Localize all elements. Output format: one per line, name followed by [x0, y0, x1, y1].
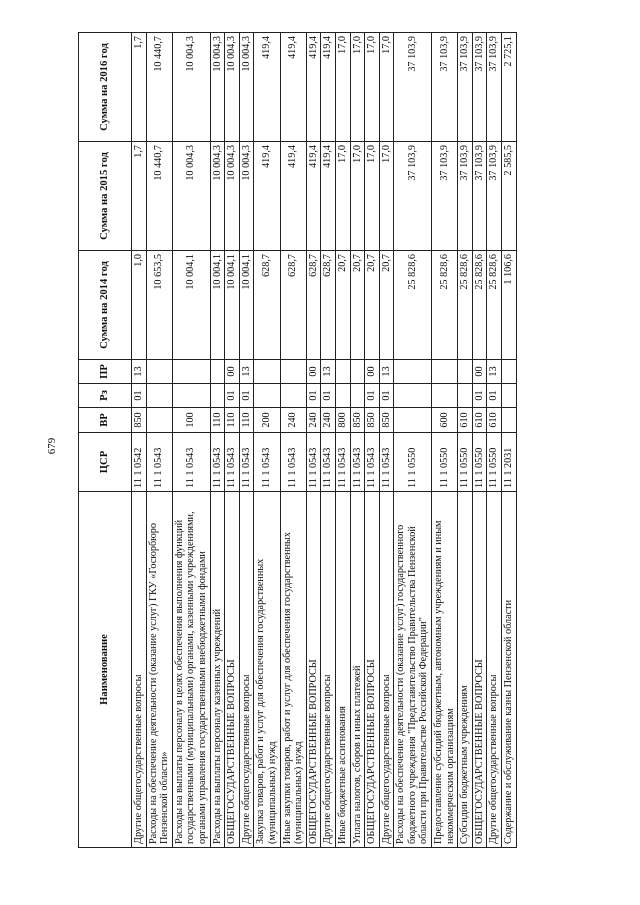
row-sum-2015: 10 004,3 — [210, 142, 225, 251]
row-sum-2014: 628,7 — [254, 251, 280, 360]
row-sum-2016: 10 004,3 — [239, 33, 254, 142]
row-rz: 01 — [225, 384, 240, 408]
row-sum-2014: 628,7 — [280, 251, 306, 360]
row-csr: 11 1 0550 — [394, 433, 432, 492]
row-pr — [280, 360, 306, 384]
row-vr — [502, 408, 517, 433]
row-vr: 110 — [239, 408, 254, 433]
row-sum-2014: 10 004,1 — [239, 251, 254, 360]
row-pr: 00 — [365, 360, 380, 384]
row-sum-2015: 17,0 — [365, 142, 380, 251]
row-name: Содержание и обслуживание казны Пензенской области — [502, 492, 517, 848]
table-row — [306, 33, 321, 848]
table-row — [210, 33, 225, 848]
row-sum-2016: 2 725,1 — [502, 33, 517, 142]
row-csr: 11 1 0543 — [365, 433, 380, 492]
table-row — [239, 33, 254, 848]
row-sum-2016: 10 004,3 — [172, 33, 210, 142]
table-row — [225, 33, 240, 848]
row-sum-2016: 419,4 — [254, 33, 280, 142]
row-rz — [394, 384, 432, 408]
row-name: Расходы на обеспечение деятельности (оказание услуг) государственного бюджетного учреждения "Представительство Правительства Пензенской области при Правительстве Российской Федерации" — [394, 492, 432, 848]
table-body — [132, 33, 517, 848]
row-pr — [502, 360, 517, 384]
row-sum-2015: 37 103,9 — [458, 142, 473, 251]
row-csr: 11 1 2031 — [502, 433, 517, 492]
row-sum-2015: 37 103,9 — [487, 142, 502, 251]
row-pr — [335, 360, 350, 384]
table-row — [502, 33, 517, 848]
row-vr: 240 — [280, 408, 306, 433]
row-pr: 13 — [132, 360, 147, 384]
row-rz: 01 — [487, 384, 502, 408]
row-csr: 11 1 0543 — [350, 433, 365, 492]
row-csr: 11 1 0543 — [335, 433, 350, 492]
table-row — [458, 33, 473, 848]
row-name: ОБЩЕГОСУДАРСТВЕННЫЕ ВОПРОСЫ — [306, 492, 321, 848]
row-rz — [146, 384, 172, 408]
row-sum-2014: 1,0 — [132, 251, 147, 360]
row-csr: 11 1 0543 — [172, 433, 210, 492]
table-header-row — [79, 33, 132, 848]
row-vr — [394, 408, 432, 433]
row-vr: 800 — [335, 408, 350, 433]
row-rz: 01 — [239, 384, 254, 408]
row-name: Субсидии бюджетным учреждениям — [458, 492, 473, 848]
row-rz — [458, 384, 473, 408]
header-csr: ЦСР — [79, 433, 132, 492]
row-pr: 00 — [225, 360, 240, 384]
row-rz: 01 — [306, 384, 321, 408]
row-vr: 610 — [472, 408, 487, 433]
row-csr: 11 1 0543 — [210, 433, 225, 492]
budget-table — [78, 32, 517, 848]
row-vr: 240 — [306, 408, 321, 433]
row-pr — [458, 360, 473, 384]
row-csr: 11 1 0543 — [280, 433, 306, 492]
row-sum-2016: 37 103,9 — [432, 33, 458, 142]
row-sum-2016: 10 004,3 — [225, 33, 240, 142]
row-sum-2014: 20,7 — [379, 251, 394, 360]
header-2014: Сумма на 2014 год — [79, 251, 132, 360]
row-sum-2015: 10 004,3 — [225, 142, 240, 251]
row-sum-2016: 17,0 — [350, 33, 365, 142]
row-name: Иные бюджетные ассигнования — [335, 492, 350, 848]
row-rz — [432, 384, 458, 408]
table-row — [365, 33, 380, 848]
row-sum-2016: 17,0 — [379, 33, 394, 142]
table-row — [472, 33, 487, 848]
row-sum-2016: 1,7 — [132, 33, 147, 142]
table-row — [350, 33, 365, 848]
row-rz: 01 — [472, 384, 487, 408]
row-vr — [146, 408, 172, 433]
row-csr: 11 1 0550 — [432, 433, 458, 492]
row-vr: 850 — [365, 408, 380, 433]
row-sum-2014: 20,7 — [365, 251, 380, 360]
row-sum-2014: 628,7 — [306, 251, 321, 360]
row-sum-2014: 25 828,6 — [472, 251, 487, 360]
row-csr: 11 1 0550 — [487, 433, 502, 492]
row-csr: 11 1 0543 — [146, 433, 172, 492]
row-sum-2015: 17,0 — [335, 142, 350, 251]
row-name: Другие общегосударственные вопросы — [379, 492, 394, 848]
row-sum-2016: 419,4 — [321, 33, 336, 142]
row-sum-2016: 37 103,9 — [458, 33, 473, 142]
row-sum-2016: 10 004,3 — [210, 33, 225, 142]
row-vr: 110 — [210, 408, 225, 433]
row-sum-2014: 25 828,6 — [487, 251, 502, 360]
header-pr: ПР — [79, 360, 132, 384]
table-row — [379, 33, 394, 848]
row-name: Другие общегосударственные вопросы — [239, 492, 254, 848]
page-number: 679 — [46, 437, 58, 455]
row-name: Другие общегосударственные вопросы — [321, 492, 336, 848]
row-name: ОБЩЕГОСУДАРСТВЕННЫЕ ВОПРОСЫ — [472, 492, 487, 848]
table-row — [146, 33, 172, 848]
row-vr: 110 — [225, 408, 240, 433]
row-pr — [172, 360, 210, 384]
row-csr: 11 1 0542 — [132, 433, 147, 492]
row-sum-2015: 17,0 — [350, 142, 365, 251]
row-name: Иные закупки товаров, работ и услуг для обеспечения государственных (муниципальных) нужд — [280, 492, 306, 848]
row-sum-2015: 419,4 — [306, 142, 321, 251]
row-vr: 240 — [321, 408, 336, 433]
row-name: Закупка товаров, работ и услуг для обеспечения государственных (муниципальных) нужд — [254, 492, 280, 848]
row-sum-2014: 25 828,6 — [394, 251, 432, 360]
row-vr: 610 — [458, 408, 473, 433]
row-sum-2016: 419,4 — [280, 33, 306, 142]
table-row — [132, 33, 147, 848]
row-sum-2014: 1 106,6 — [502, 251, 517, 360]
row-name: ОБЩЕГОСУДАРСТВЕННЫЕ ВОПРОСЫ — [365, 492, 380, 848]
row-vr: 610 — [487, 408, 502, 433]
row-sum-2014: 10 653,5 — [146, 251, 172, 360]
row-sum-2014: 628,7 — [321, 251, 336, 360]
row-vr: 200 — [254, 408, 280, 433]
row-rz: 01 — [321, 384, 336, 408]
row-sum-2015: 37 103,9 — [432, 142, 458, 251]
row-vr: 850 — [132, 408, 147, 433]
header-vr: ВР — [79, 408, 132, 433]
row-pr — [146, 360, 172, 384]
row-rz — [502, 384, 517, 408]
row-name: Расходы на выплаты персоналу в целях обеспечения выполнения функций государственными (муниципальными) органами, казенными учреждениями, органами управления государственными внебюджетными фондами — [172, 492, 210, 848]
row-rz — [350, 384, 365, 408]
table-row — [487, 33, 502, 848]
row-sum-2015: 37 103,9 — [394, 142, 432, 251]
row-name: Расходы на обеспечение деятельности (оказание услуг) ГКУ «Госюрбюро Пензенской области» — [146, 492, 172, 848]
row-vr: 600 — [432, 408, 458, 433]
row-pr: 13 — [239, 360, 254, 384]
row-name: Другие общегосударственные вопросы — [132, 492, 147, 848]
row-pr: 13 — [487, 360, 502, 384]
row-name: Предоставление субсидий бюджетным, автономным учреждениям и иным некоммерческим организациям — [432, 492, 458, 848]
table-row — [172, 33, 210, 848]
row-pr: 00 — [306, 360, 321, 384]
header-2015: Сумма на 2015 год — [79, 142, 132, 251]
row-rz: 01 — [365, 384, 380, 408]
row-csr: 11 1 0543 — [321, 433, 336, 492]
row-sum-2014: 20,7 — [350, 251, 365, 360]
row-pr — [394, 360, 432, 384]
row-sum-2015: 17,0 — [379, 142, 394, 251]
table-row — [394, 33, 432, 848]
row-sum-2015: 10 004,3 — [172, 142, 210, 251]
row-pr: 13 — [379, 360, 394, 384]
row-sum-2016: 17,0 — [335, 33, 350, 142]
row-rz — [210, 384, 225, 408]
row-name: ОБЩЕГОСУДАРСТВЕННЫЕ ВОПРОСЫ — [225, 492, 240, 848]
row-rz — [335, 384, 350, 408]
row-pr — [254, 360, 280, 384]
budget-table-container — [78, 33, 566, 848]
row-csr: 11 1 0543 — [306, 433, 321, 492]
row-sum-2016: 37 103,9 — [487, 33, 502, 142]
row-sum-2014: 10 004,1 — [210, 251, 225, 360]
row-sum-2016: 419,4 — [306, 33, 321, 142]
row-rz — [254, 384, 280, 408]
row-sum-2014: 20,7 — [335, 251, 350, 360]
row-sum-2016: 10 440,7 — [146, 33, 172, 142]
row-sum-2014: 25 828,6 — [432, 251, 458, 360]
row-sum-2016: 17,0 — [365, 33, 380, 142]
row-vr: 100 — [172, 408, 210, 433]
row-sum-2015: 10 004,3 — [239, 142, 254, 251]
row-sum-2015: 419,4 — [280, 142, 306, 251]
table-row — [321, 33, 336, 848]
table-row — [254, 33, 280, 848]
row-sum-2016: 37 103,9 — [472, 33, 487, 142]
header-name: Наименование — [79, 492, 132, 848]
row-csr: 11 1 0543 — [254, 433, 280, 492]
row-rz — [280, 384, 306, 408]
table-row — [335, 33, 350, 848]
row-csr: 11 1 0550 — [472, 433, 487, 492]
row-pr: 00 — [472, 360, 487, 384]
row-csr: 11 1 0550 — [458, 433, 473, 492]
row-pr — [350, 360, 365, 384]
row-sum-2015: 419,4 — [321, 142, 336, 251]
table-row — [280, 33, 306, 848]
row-sum-2015: 37 103,9 — [472, 142, 487, 251]
row-rz — [172, 384, 210, 408]
row-sum-2014: 10 004,1 — [225, 251, 240, 360]
row-sum-2015: 10 440,7 — [146, 142, 172, 251]
header-rz: Рз — [79, 384, 132, 408]
row-pr — [210, 360, 225, 384]
header-2016: Сумма на 2016 год — [79, 33, 132, 142]
row-name: Другие общегосударственные вопросы — [487, 492, 502, 848]
row-sum-2015: 2 585,5 — [502, 142, 517, 251]
row-name: Уплата налогов, сборов и иных платежей — [350, 492, 365, 848]
row-pr — [432, 360, 458, 384]
row-csr: 11 1 0543 — [379, 433, 394, 492]
row-name: Расходы на выплаты персоналу казенных учреждений — [210, 492, 225, 848]
row-csr: 11 1 0543 — [225, 433, 240, 492]
row-pr: 13 — [321, 360, 336, 384]
row-rz: 01 — [132, 384, 147, 408]
row-vr: 850 — [379, 408, 394, 433]
row-rz: 01 — [379, 384, 394, 408]
table-row — [432, 33, 458, 848]
row-sum-2015: 1,7 — [132, 142, 147, 251]
row-vr: 850 — [350, 408, 365, 433]
row-sum-2014: 10 004,1 — [172, 251, 210, 360]
row-csr: 11 1 0543 — [239, 433, 254, 492]
row-sum-2016: 37 103,9 — [394, 33, 432, 142]
row-sum-2014: 25 828,6 — [458, 251, 473, 360]
row-sum-2015: 419,4 — [254, 142, 280, 251]
